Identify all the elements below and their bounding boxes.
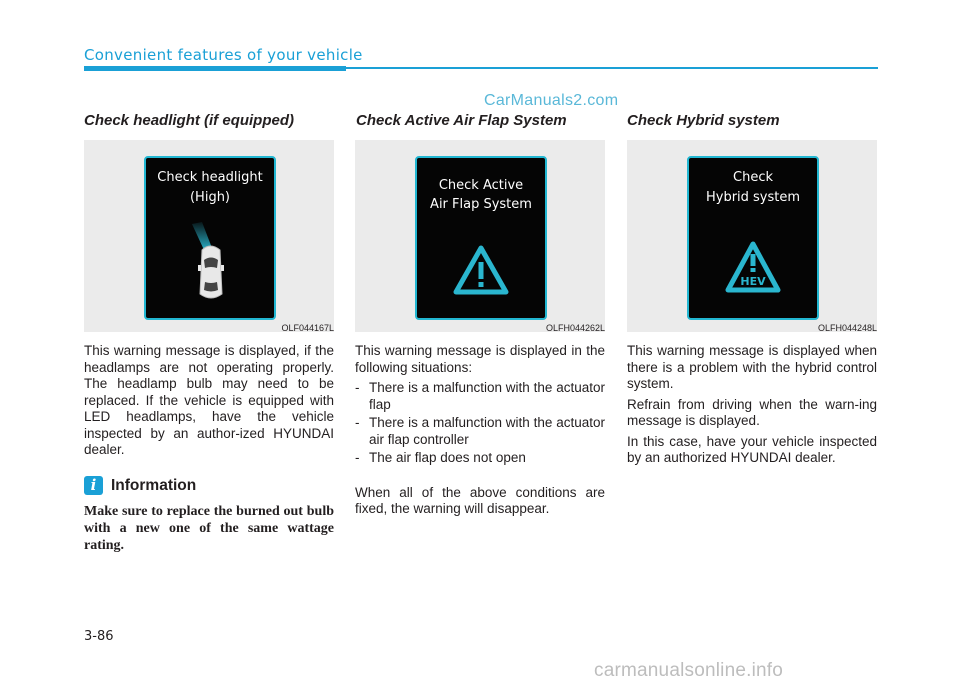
watermark-top: CarManuals2.com <box>484 92 619 109</box>
paragraph: This warning message is displayed, if the headlamps are not operating properly. The headlamp bulb may need to be replaced. If the vehicle is equipped with LED headlamps, have the vehicle inspected by an author-ized HYUNDAI dealer. <box>84 343 334 457</box>
display-line-1: Check Active <box>438 178 524 193</box>
column-1-figure <box>84 140 334 332</box>
paragraph: This warning message is displayed when there is a problem with the hybrid control system. <box>627 343 877 391</box>
column-2-figure <box>355 140 605 332</box>
display-line-2: Hybrid system <box>705 190 801 205</box>
column-2-body <box>355 343 605 522</box>
column-1-body <box>84 343 334 463</box>
column-3-title: Check Hybrid system <box>627 112 780 129</box>
paragraph: This warning message is displayed in the following situations: <box>355 343 605 375</box>
warning-triangle-icon <box>452 244 510 296</box>
column-1-title: Check headlight (if equipped) <box>84 112 295 129</box>
column-2-title: Check Active Air Flap System <box>356 112 567 129</box>
header-rule-thin <box>346 67 878 69</box>
watermark-bottom: carmanualsonline.info <box>594 660 784 681</box>
info-icon: i <box>84 476 103 495</box>
paragraph: In this case, have your vehicle inspected by an authorized HYUNDAI dealer. <box>627 433 877 465</box>
cluster-display <box>687 156 819 320</box>
page-number: 3-86 <box>84 629 114 644</box>
car-headlight-icon <box>180 220 240 310</box>
paragraph: When all of the above conditions are fixed, the warning will disappear. <box>355 484 605 516</box>
display-line-1: Check headlight <box>157 170 263 185</box>
paragraph: Refrain from driving when the warn-ing message is displayed. <box>627 396 877 428</box>
display-line-2: Air Flap System <box>430 197 532 212</box>
header-rule-thick <box>84 66 346 71</box>
cluster-display <box>415 156 547 320</box>
list-item: - The air flap does not open <box>355 450 526 465</box>
display-line-1: Check <box>733 170 773 185</box>
section-title: Convenient features of your vehicle <box>84 46 363 64</box>
column-3-figure <box>627 140 877 332</box>
image-code: OLFH044262L <box>545 323 605 333</box>
image-code: OLFH044248L <box>817 323 877 333</box>
hev-label: HEV <box>740 275 766 288</box>
list-item: - There is a malfunction with the actuator air flap controller <box>355 415 605 447</box>
hev-warning-triangle-icon <box>724 240 782 294</box>
column-3-body <box>627 343 877 471</box>
image-code: OLF044167L <box>281 323 334 333</box>
cluster-display <box>144 156 276 320</box>
information-title: Information <box>111 477 197 494</box>
list-item: - There is a malfunction with the actuator flap <box>355 380 605 412</box>
display-line-2: (High) <box>189 190 231 205</box>
information-text: Make sure to replace the burned out bulb with a new one of the same wattage rating. <box>84 504 334 553</box>
